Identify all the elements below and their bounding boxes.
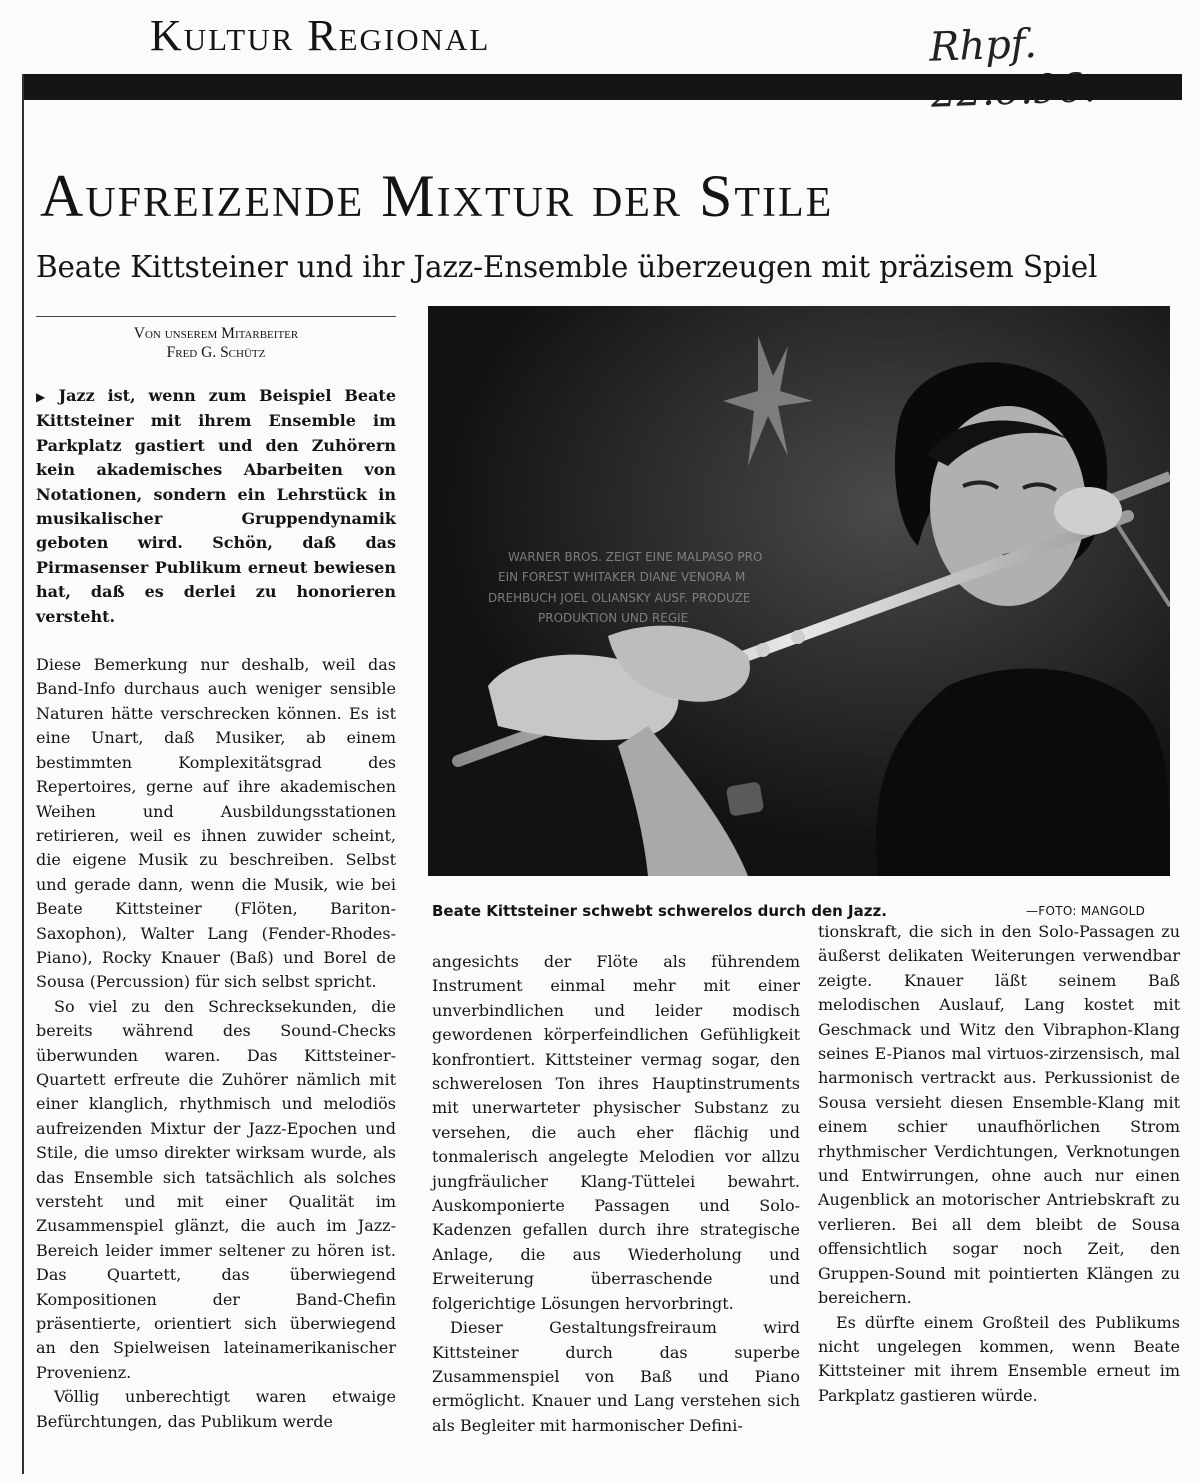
handwritten-date-note: Rhpf. [928,20,1038,71]
section-title: Kultur Regional [150,11,491,60]
body-paragraph: So viel zu den Schrecksekunden, die bereits während des Sound-Checks überwunden waren. Das Kittsteiner-Quartett erfreute die Zuhörer nämlich mit einer klanglich, rhythmisch und melodiös aufreizenden Mixtur der Jazz-Epochen und Stile, die umso direkter wirksam wurde, als das Ensemble sich tatsächlich als solches versteht und mit einer Qualität im Zusammenspiel glänzt, die auch im Jazz-Bereich leider immer seltener zu hören ist. Das Quartett, das überwiegend Kompositionen der Band-Chefin präsentierte, orientiert sich überwiegend an den Spielweisen lateinamerikanischer Provenienz. [36,996,396,1382]
photo-credit: —FOTO: MANGOLD [1026,904,1146,918]
lead-paragraph: ▶ Jazz ist, wenn zum Beispiel Beate Kittsteiner mit ihrem Ensemble im Parkplatz gastiert und den Zuhörern kein akademisches Abarbeiten von Notationen, sondern ein Lehrstück in musikalischer Gruppendynamik geboten wird. Schön, daß das Pirmasenser Publikum erneut bewiesen hat, daß es derlei zu honorieren versteht. [36,386,397,626]
byline-author: Fred G. Schütz [166,344,266,361]
body-paragraph: Dieser Gestaltungsfreiraum wird Kittsteiner durch das superbe Zusammenspiel von Baß und Piano ermöglicht. Knauer und Lang verstehen sich als Begleiter mit harmonischer Defini- [432,1318,800,1435]
article-column-2 [432,950,800,1438]
flutist-photo-illustration [428,306,1170,876]
screen-text-line: EIN FOREST WHITAKER DIANE VENORA M [498,570,746,584]
byline-rule [36,316,396,317]
lead-arrow-icon: ▶ [36,390,53,404]
article-column-1 [36,384,396,1434]
body-paragraph: tionskraft, die sich in den Solo-Passagen zu äußerst delikaten Weiterungen verwendbar zeigte. Knauer läßt seinem Baß melodischen Auslauf, Lang kostet mit Geschmack und Witz den Vibraphon-Klang seines E-Pianos mal virtuos-zirzensisch, mal harmonisch vertrackt aus. Perkussionist de Sousa versieht diesen Ensemble-Klang mit einem schier unaufhörlichen Strom rhythmischer Verdichtungen, Verknotungen und Entwirrungen, ohne auch nur einen Augenblick an motorischer Antriebskraft zu verlieren. Bei all dem bleibt de Sousa offensichtlich sogar noch Zeit, den Gruppen-Sound mit pointierten Klängen zu bereichern. [818,922,1180,1308]
article-headline: Aufreizende Mixtur der Stile [40,163,834,229]
article-subheadline: Beate Kittsteiner und ihr Jazz-Ensemble überzeugen mit präzisem Spiel [36,250,1098,284]
body-paragraph: angesichts der Flöte als führendem Instrument einmal mehr mit einer unverbindlichen und leider modisch gewordenen körperfeindlichen Gefühligkeit konfrontiert. Kittsteiner vermag sogar, den schwerelosen Ton ihres Hauptinstruments mit unerwarteter physischer Substanz zu versehen, die auch eher flächig und tonmalerisch angelegte Melodien vor allzu jungfräulicher Klang-Tüttelei bewahrt. Auskomponierte Passagen und Solo-Kadenzen gefallen durch ihre strategische Anlage, die aus Wiederholung und Erweiterung überraschende und folgerichtige Lösungen hervorbringt. [432,952,800,1313]
left-margin-rule [22,74,24,1474]
body-paragraph: Diese Bemerkung nur deshalb, weil das Band-Info durchaus auch weniger sensible Naturen hätte verschrecken können. Es ist eine Unart, daß Musiker, ab einem bestimmten Komplexitätsgrad des Repertoires, gerne auf ihre akademischen Weihen und Ausbildungsstationen retirieren, weil es ihnen zuwider scheint, die eigene Musik zu beschreiben. Selbst und gerade dann, wenn die Musik, wie bei Beate Kittsteiner (Flöten, Bariton-Saxophon), Walter Lang (Fender-Rhodes-Piano), Rocky Knauer (Baß) und Borel de Sousa (Percussion) für sich selbst spricht. [36,655,396,992]
body-paragraph: Völlig unberechtigt waren etwaige Befürchtungen, das Publikum werde [36,1387,396,1431]
header-rule [22,74,1182,100]
screen-text-line: DREHBUCH JOEL OLIANSKY AUSF. PRODUZE [488,591,751,605]
body-paragraph: Es dürfte einem Großteil des Publikums nicht ungelegen kommen, wenn Beate Kittsteiner mit ihrem Ensemble erneut im Parkplatz gastieren würde. [818,1312,1180,1405]
photo-caption: Beate Kittsteiner schwebt schwerelos durch den Jazz. [432,902,887,920]
concert-photo [428,306,1170,876]
screen-text-line: WARNER BROS. ZEIGT EINE MALPASO PRO [508,550,763,564]
byline [36,324,396,362]
screen-text-line: PRODUKTION UND REGIE [538,611,689,625]
byline-role: Von unserem Mitarbeiter [133,325,299,342]
article-column-3 [818,920,1180,1408]
